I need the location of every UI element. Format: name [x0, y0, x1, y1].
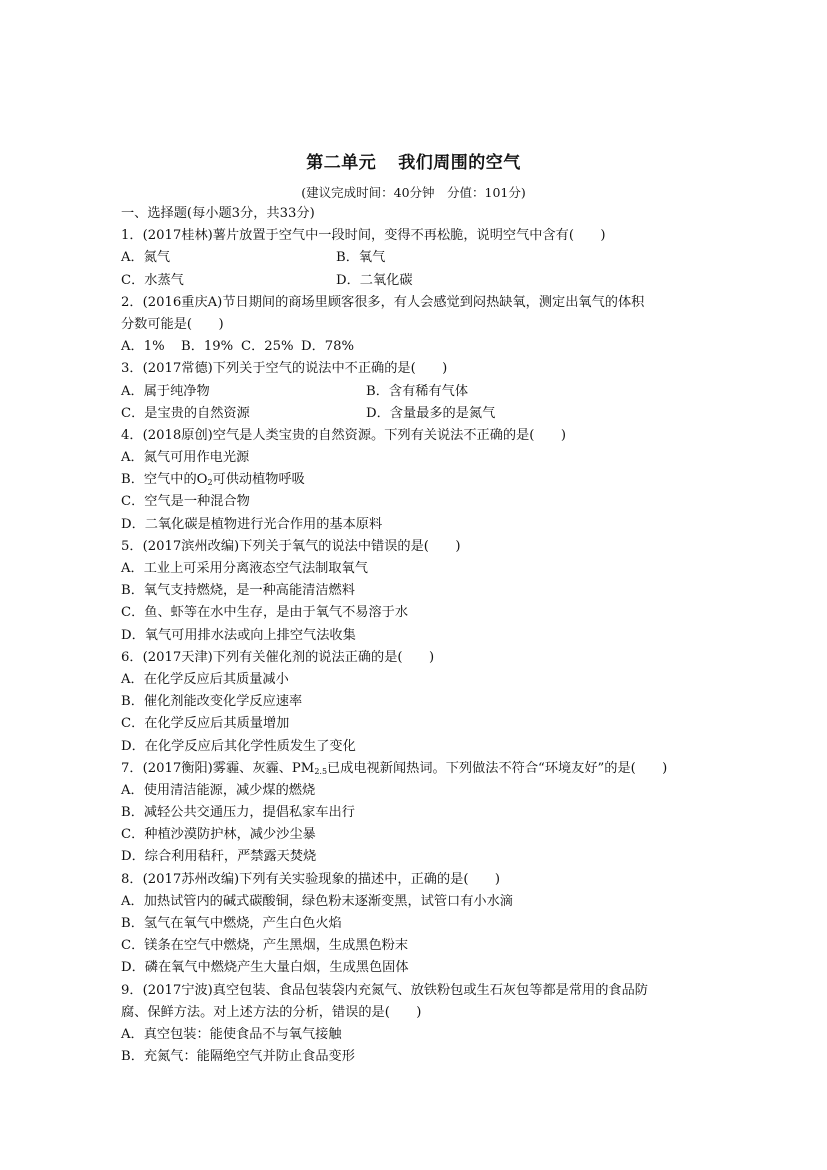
question-list [121, 203, 721, 1068]
question-3-options-cd [121, 403, 721, 425]
question-8-option-d: D．磷在氧气中燃烧产生大量白烟，生成黑色固体 [121, 960, 409, 976]
question-8-option-b: B．氢气在氧气中燃烧，产生白色火焰 [121, 916, 342, 931]
page-title [0, 148, 827, 173]
question-5-option-c: C．鱼、虾等在水中生存，是由于氧气不易溶于水 [121, 605, 409, 621]
question-7-option-b: B．减轻公共交通压力，提倡私家车出行 [121, 805, 355, 821]
question-3-option-c: C．是宝贵的自然资源 [121, 405, 250, 421]
question-5-option-b: B．氧气支持燃烧，是一种高能清洁燃料 [121, 583, 355, 599]
question-6-option-a: A．在化学反应后其质量减小 [121, 671, 289, 687]
question-2-option-b: B．19% [181, 339, 234, 355]
question-1-option-d: D．二氧化碳 [336, 272, 413, 288]
question-2-stem-line1: 2．(2016重庆A)节日期间的商场里顾客很多，有人会感觉到闷热缺氧，测定出氧气的体积 [121, 294, 645, 310]
question-6-option-c: C．在化学反应后其质量增加 [121, 716, 290, 732]
question-2-option-d: D．78% [301, 339, 355, 355]
title-unit: 第二单元 [306, 153, 377, 173]
question-4-option-b-text: B．空气中的O [121, 472, 208, 488]
question-3-option-a: A．属于纯净物 [121, 383, 210, 399]
oxygen-subscript: 2 [207, 478, 213, 488]
question-9-option-b: B．充氮气：能隔绝空气并防止食品变形 [121, 1049, 355, 1065]
question-7-option-d: D．综合利用秸秆，严禁露天焚烧 [121, 849, 317, 865]
question-2-option-a: A．1% [121, 339, 165, 355]
question-1-stem: 1．(2017桂林)薯片放置于空气中一段时间，变得不再松脆，说明空气中含有( ) [121, 228, 606, 244]
question-8-stem: 8．(2017苏州改编)下列有关实验现象的描述中，正确的是( ) [121, 871, 501, 887]
question-4-option-d: D．二氧化碳是植物进行光合作用的基本原料 [121, 516, 383, 532]
question-5-option-a: A．工业上可采用分离液态空气法制取氧气 [121, 561, 368, 576]
section-heading: 一、选择题(每小题3分，共33分) [121, 206, 315, 221]
pm-subscript: 2.5 [314, 766, 328, 776]
question-7-option-a: A．使用清洁能源，减少煤的燃烧 [121, 782, 316, 798]
question-3-stem: 3．(2017常德)下列关于空气的说法中不正确的是( ) [121, 361, 448, 377]
question-2-stem-line2: 分数可能是( ) [121, 316, 224, 332]
question-4-option-b-rest: 可供动植物呼吸 [212, 472, 305, 488]
page-subtitle: (建议完成时间：40分钟 分值：101分) [301, 185, 526, 200]
question-6-option-d: D．在化学反应后其化学性质发生了变化 [121, 738, 356, 754]
question-9-stem-line2: 腐、保鲜方法。对上述方法的分析，错误的是( ) [121, 1004, 422, 1020]
question-6-stem: 6．(2017天津)下列有关催化剂的说法正确的是( ) [121, 649, 435, 665]
question-9-stem-line1: 9．(2017宁波)真空包装、食品包装袋内充氮气、放铁粉包或生石灰包等都是常用的食品防 [121, 982, 648, 998]
question-7-stem-text: 7．(2017衡阳)雾霾、灰霾、PM [121, 760, 315, 776]
question-2-options [121, 336, 721, 358]
question-7-stem [121, 758, 721, 780]
question-7-option-c: C．种植沙漠防护林，减少沙尘暴 [121, 827, 316, 843]
question-9-option-a: A．真空包装：能使食品不与氧气接触 [121, 1026, 342, 1042]
question-4-option-c: C．空气是一种混合物 [121, 494, 250, 510]
question-1-options-ab [121, 247, 721, 269]
question-5-stem: 5．(2017滨州改编)下列关于氧气的说法中错误的是( ) [121, 538, 461, 554]
question-5-option-d: D．氧气可用排水法或向上排空气法收集 [121, 627, 356, 643]
question-8-option-a: A．加热试管内的碱式碳酸铜，绿色粉末逐渐变黑，试管口有小水滴 [121, 893, 513, 909]
question-1-option-a: A．氮气 [121, 250, 171, 266]
question-1-option-b: B．氧气 [336, 250, 386, 266]
title-topic: 我们周围的空气 [398, 153, 521, 173]
question-4-option-a: A．氮气可用作电光源 [121, 450, 250, 466]
question-4-stem: 4．(2018原创)空气是人类宝贵的自然资源。下列有关说法不正确的是( ) [121, 427, 566, 443]
question-6-option-b: B．催化剂能改变化学反应速率 [121, 694, 303, 710]
question-3-option-d: D．含量最多的是氮气 [366, 405, 496, 421]
question-7-stem-rest: 已成电视新闻热词。下列做法不符合“环境友好”的是( ) [327, 760, 668, 776]
question-1-options-cd [121, 270, 721, 292]
question-3-options-ab [121, 381, 721, 403]
question-8-option-c: C．镁条在空气中燃烧，产生黑烟，生成黑色粉末 [121, 938, 409, 954]
question-2-option-c: C．25% [241, 339, 294, 355]
question-1-option-c: C．水蒸气 [121, 272, 184, 288]
question-4-option-b [121, 469, 721, 491]
question-3-option-b: B．含有稀有气体 [366, 383, 469, 399]
